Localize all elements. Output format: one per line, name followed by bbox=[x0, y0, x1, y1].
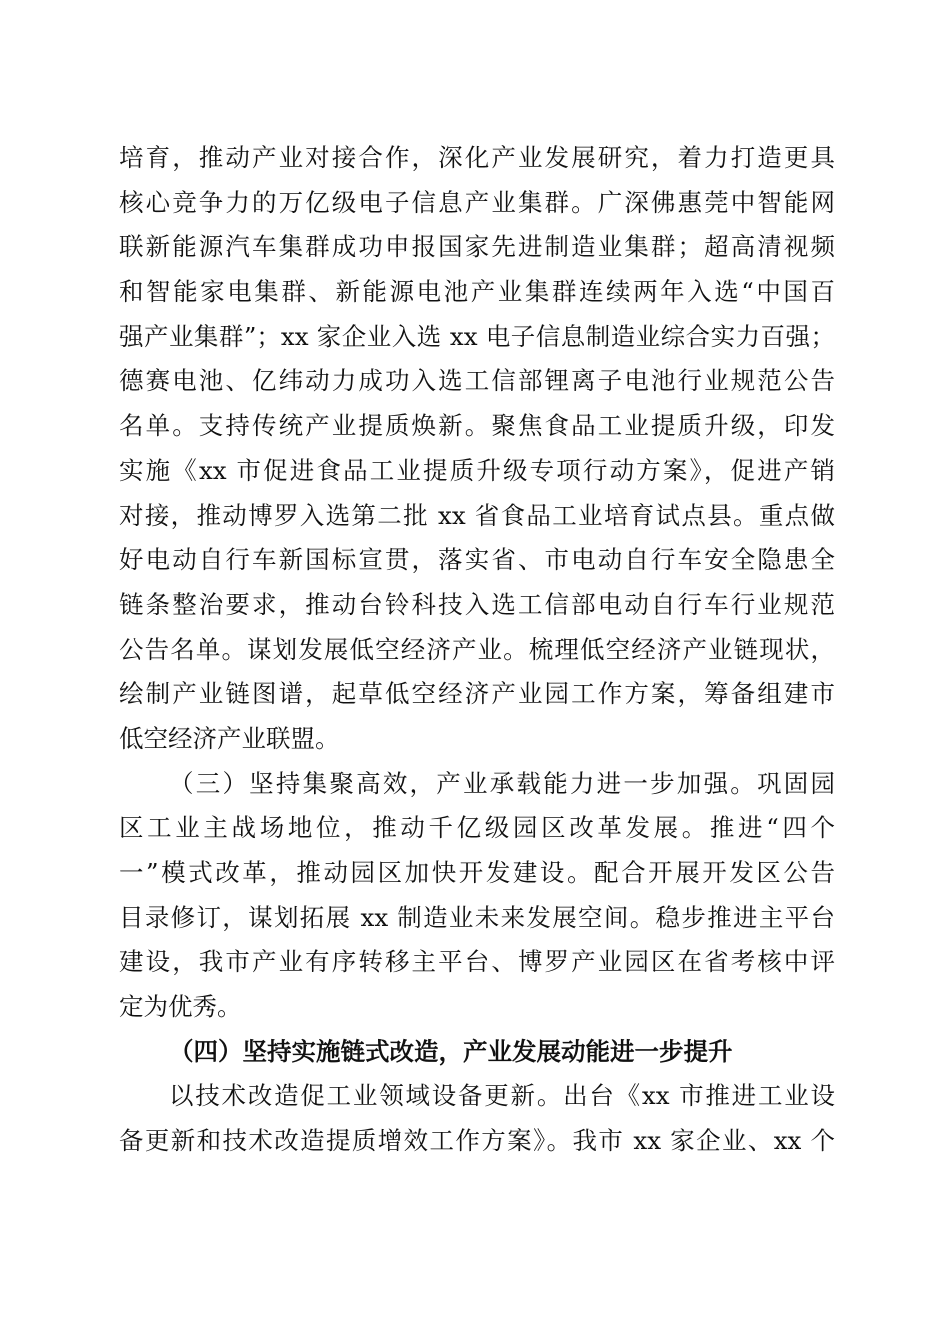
paragraph-line-11: 链条整治要求，推动台铃科技入选工信部电动自行车行业规范 bbox=[119, 589, 835, 619]
section-four-heading: （四）坚持实施链式改造，产业发展动能进一步提升 bbox=[169, 1036, 733, 1066]
paragraph-line-5: 强产业集群”；xx 家企业入选 xx 电子信息制造业综合实力百强； bbox=[119, 321, 835, 351]
paragraph-line-14: 低空经济产业联盟。 bbox=[119, 723, 340, 753]
section-four-line-2: 备更新和技术改造提质增效工作方案》。我市 xx 家企业、xx 个 bbox=[119, 1126, 835, 1156]
section-three-line-5: 建设，我市产业有序转移主平台、博罗产业园区在省考核中评 bbox=[119, 947, 835, 977]
document-body bbox=[119, 136, 835, 1164]
paragraph-line-10: 好电动自行车新国标宣贯，落实省、市电动自行车安全隐患全 bbox=[119, 545, 835, 575]
paragraph-line-2: 核心竞争力的万亿级电子信息产业集群。广深佛惠莞中智能网 bbox=[119, 187, 835, 217]
paragraph-line-7: 名单。支持传统产业提质焕新。聚焦食品工业提质升级，印发 bbox=[119, 411, 835, 441]
paragraph-line-9: 对接，推动博罗入选第二批 xx 省食品工业培育试点县。重点做 bbox=[119, 500, 835, 530]
paragraph-line-8: 实施《xx 市促进食品工业提质升级专项行动方案》，促进产销 bbox=[119, 455, 835, 485]
paragraph-line-6: 德赛电池、亿纬动力成功入选工信部锂离子电池行业规范公告 bbox=[119, 366, 835, 396]
section-three-line-2: 区工业主战场地位，推动千亿级园区改革发展。推进“四个 bbox=[119, 813, 835, 843]
section-four-line-1: 以技术改造促工业领域设备更新。出台《xx 市推进工业设 bbox=[169, 1081, 835, 1111]
paragraph-line-1: 培育，推动产业对接合作，深化产业发展研究，着力打造更具 bbox=[119, 143, 835, 172]
section-three-line-3: 一”模式改革，推动园区加快开发建设。配合开展开发区公告 bbox=[119, 858, 835, 887]
paragraph-line-12: 公告名单。谋划发展低空经济产业。梳理低空经济产业链现状， bbox=[119, 634, 835, 664]
section-three-line-6: 定为优秀。 bbox=[119, 992, 242, 1022]
section-three-line-4: 目录修订，谋划拓展 xx 制造业未来发展空间。稳步推进主平台 bbox=[119, 902, 835, 932]
paragraph-line-13: 绘制产业链图谱，起草低空经济产业园工作方案，筹备组建市 bbox=[119, 679, 835, 709]
paragraph-line-3: 联新能源汽车集群成功申报国家先进制造业集群；超高清视频 bbox=[119, 232, 835, 262]
paragraph-line-4: 和智能家电集群、新能源电池产业集群连续两年入选“中国百 bbox=[119, 277, 835, 307]
section-three-line-1: （三）坚持集聚高效，产业承载能力进一步加强。巩固园 bbox=[169, 768, 835, 798]
